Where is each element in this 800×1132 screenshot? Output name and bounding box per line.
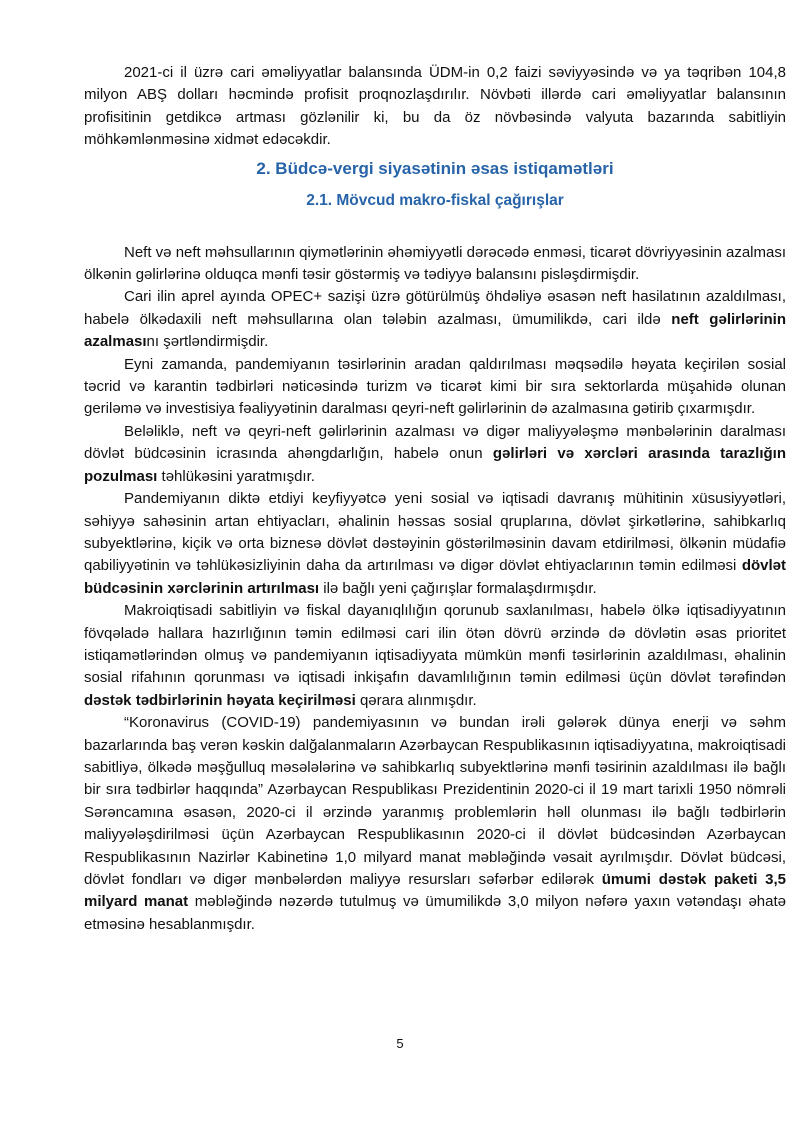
bold-text: neft gəlirlərinin azalması [84,310,786,351]
bold-text: ümumi dəstək paketi 3,5 milyard manat [84,871,786,911]
paragraph-text: məbləğində nəzərdə tutulmuş və ümumilikdə 3,0 milyon nəfərə yaxın vətəndaşı əhatə etməsinə hesablanmışdır. [84,893,786,933]
paragraph-text: Beləliklə, neft və qeyri-neft gəlirlərinin azalması və digər maliyyələşmə mənbələrinin daralması dövlət büdcəsinin icrasında ahəngdarlığın, habelə onun [84,422,786,463]
paragraph-text: Neft və neft məhsullarının qiymətlərinin əhəmiyyətli dərəcədə enməsi, ticarət dövriyyəsinin azalması ölkənin gəlirlərinə olduqca mənfi təsir göstərmiş və tədiyyə balansını pisləşdirmişdir. [84,243,786,284]
paragraph-text: Makroiqtisadi sabitliyin və fiskal dayanıqlılığın qorunub saxlanılması, habelə ölkə iqtisadiyyatının fövqəladə hallara hazırlığının təmin edilməsi cari ilin ötən dövrü ərzində də dövlətin əsas prioritet istiqamətlərindən olmuş və pandemiyanın iqtisadiyyata mümkün mənfi təsirlərinin azaldılması, əhalinin sosial rifahının qorunması və iqtisadi inkişafın davamlılığının təmin edilməsi üçün dövlət tərəfindən [84,602,786,687]
page-number: 5 [396,1036,404,1051]
paragraph-oil-price-decline [84,242,786,287]
paragraph-text: “Koronavirus (COVID-19) pandemiyasının və bundan irəli gələrək dünya enerji və səhm bazarlarında baş verən kəskin dalğalanmaların Azərbaycan Respublikasının iqtisadiyyatına, makroiqtisadi sabitliyə, ölkədə məşğulluq məsələlərinə və sahibkarlıq subyektlərinə mənfi təsirinin azaldılması ilə bağlı bir sıra tədbirlər haqqında” Azərbaycan Respublikası Prezidentinin 2020-ci il 19 mart tarixli 1950 nömrəli Sərəncamına əsasən, 2020-ci il ərzində yaranmış problemlərin həll olunması ilə bağlı tədbirlərin maliyyələşdirilməsi üçün Azərbaycan Respublikasının 2020-ci il dövlət büdcəsindən Azərbaycan Respublikasının Nazirlər Kabinetinə 1,0 milyard manat məbləğində vəsait ayrılmışdır. Dövlət büdcəsi, dövlət fondları və digər mənbələrdən maliyyə resursları səfərbər edilərək [84,714,786,888]
paragraph-current-account-forecast [84,62,786,152]
paragraph-text: 2021-ci il üzrə cari əməliyyatlar balansında ÜDM-in 0,2 faizi səviyyəsində və ya təqribən 104,8 milyon ABŞ dolları həcmində profisit proqnozlaşdırılır. Növbəti illərdə cari əməliyyatlar balansının profisitinin getdikcə artması gözlənilir ki, bu da öz növbəsində valyuta bazarında sabitliyin möhkəmlənməsinə xidmət edəcəkdir. [84,64,786,149]
paragraph-macro-stability-support [84,600,786,712]
paragraph-text: təhlükəsini yaratmışdır. [157,467,315,485]
paragraph-text: qərara alınmışdır. [355,691,477,709]
section-heading-budget-tax-policy: 2. Büdcə-vergi siyasətinin əsas istiqamətləri [256,158,614,178]
paragraph-covid-decree-support-package [84,712,786,936]
paragraph-opec-agreement [84,286,786,353]
paragraph-text: Cari ilin aprel ayında OPEC+ sazişi üzrə götürülmüş öhdəliyə əsasən neft hasilatının azaldılması, habelə ölkədaxili neft məhsullarına olan tələbin azalması, ümumilikdə, cari ildə [84,288,786,328]
paragraph-text: Pandemiyanın diktə etdiyi keyfiyyətcə yeni sosial və iqtisadi davranış mühitinin xüsusiyyətləri, səhiyyə sahəsinin artan ehtiyacları, əhalinin həssas sosial qruplarına, dövlət şirkətlərinə, sahibkarlıq subyektlərinə, kiçik və orta biznesə dövlət dəstəyinin göstərilməsinin davam etdirilməsi, ölkənin müdafiə qabiliyyətinin və təhlükəsizliyinin daha da artırılması və digər dövlət ehtiyaclarının təmin edilməsi [84,490,786,575]
paragraph-budget-balance-risk [84,421,786,488]
paragraph-pandemic-restrictions [84,354,786,421]
subsection-heading-macro-fiscal-challenges: 2.1. Mövcud makro-fiskal çağırışlar [306,191,564,209]
paragraph-text: nı şərtləndirmişdir. [146,333,269,351]
paragraph-new-spending-challenges [84,488,786,600]
bold-text: gəlirləri və xərcləri arasında tarazlığın pozulması [84,445,786,485]
paragraph-text: ilə bağlı yeni çağırışlar formalaşdırmışdır. [319,579,597,597]
bold-text: dəstək tədbirlərinin həyata keçirilməsi [84,691,356,709]
page-content [84,62,786,936]
bold-text: dövlət büdcəsinin xərclərinin artırılması [84,557,786,597]
paragraph-text: Eyni zamanda, pandemiyanın təsirlərinin aradan qaldırılması məqsədilə həyata keçirilən sosial təcrid və karantin tədbirləri nəticəsində turizm və ticarət kimi bir sıra sektorlarda müşahidə olunan geriləmə və investisiya fəaliyyətinin daralması qeyri-neft gəlirlərinin də azalmasına gətirib çıxarmışdır. [84,355,786,418]
